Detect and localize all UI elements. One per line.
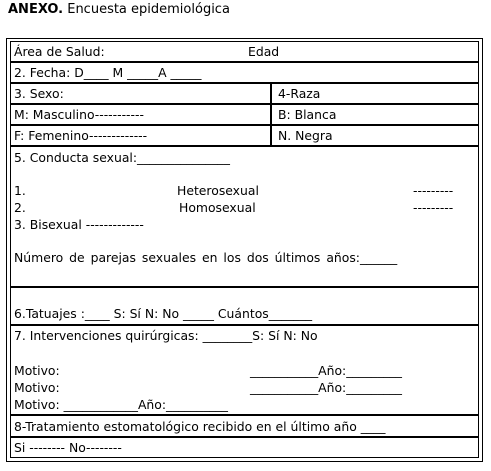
raza-label: 4-Raza (278, 86, 321, 101)
motivo-1-label: Motivo: (14, 363, 60, 378)
option-1-number: 1. (14, 183, 26, 198)
masculino-option: M: Masculino----------- (14, 107, 144, 122)
heading-rest: Encuesta epidemiológica (63, 2, 230, 17)
option-2-line: --------- (413, 200, 454, 215)
negra-option: N. Negra (278, 128, 333, 143)
tratamiento-label: 8-Tratamiento estomatológico recibido en el último año ____ (14, 419, 386, 434)
intervenciones-label: 7. Intervenciones quirúrgicas: ________S: Sí N: No (14, 328, 318, 343)
sexo-label: 3. Sexo: (14, 86, 64, 101)
femenino-option: F: Femenino------------- (14, 128, 148, 143)
conducta-sexual-label: 5. Conducta sexual:_______________ (14, 150, 230, 165)
motivo-1-year: ___________Año:_________ (250, 363, 402, 378)
parejas-sexuales-label: Número de parejas sexuales en los dos últimos años:______ (14, 250, 398, 265)
survey-form (6, 38, 483, 462)
area-salud-label: Área de Salud: (14, 44, 105, 59)
row-tratamiento (10, 415, 479, 437)
cell-femenino (10, 125, 271, 146)
option-homosexual: Homosexual (179, 200, 256, 215)
option-bisexual: 3. Bisexual ------------- (14, 217, 144, 232)
edad-label: Edad (248, 44, 280, 59)
row-intervenciones (10, 325, 479, 415)
heading-bold: ANEXO. (8, 2, 64, 17)
row-si-no (10, 437, 479, 458)
cell-sexo (10, 83, 271, 104)
option-heterosexual: Heterosexual (177, 183, 259, 198)
motivo-2-year: ___________Año:_________ (250, 380, 402, 395)
option-1-line: --------- (413, 183, 454, 198)
motivo-3-label: Motivo: ____________Año:__________ (14, 397, 228, 412)
si-no-label: Si -------- No-------- (14, 440, 122, 455)
fecha-label: 2. Fecha: D____ M _____A _____ (14, 65, 202, 80)
row-tatuajes (10, 287, 479, 325)
row-fecha (10, 62, 479, 83)
cell-masculino (10, 104, 271, 125)
page-heading (8, 2, 230, 17)
blanca-option: B: Blanca (278, 107, 337, 122)
cell-raza (271, 83, 479, 104)
tatuajes-label: 6.Tatuajes :____ S: Sí N: No _____ Cuántos_______ (14, 306, 313, 321)
row-area-salud (10, 41, 479, 62)
motivo-2-label: Motivo: (14, 380, 60, 395)
cell-blanca (271, 104, 479, 125)
row-conducta-sexual (10, 146, 479, 287)
cell-negra (271, 125, 479, 146)
option-2-number: 2. (14, 200, 26, 215)
